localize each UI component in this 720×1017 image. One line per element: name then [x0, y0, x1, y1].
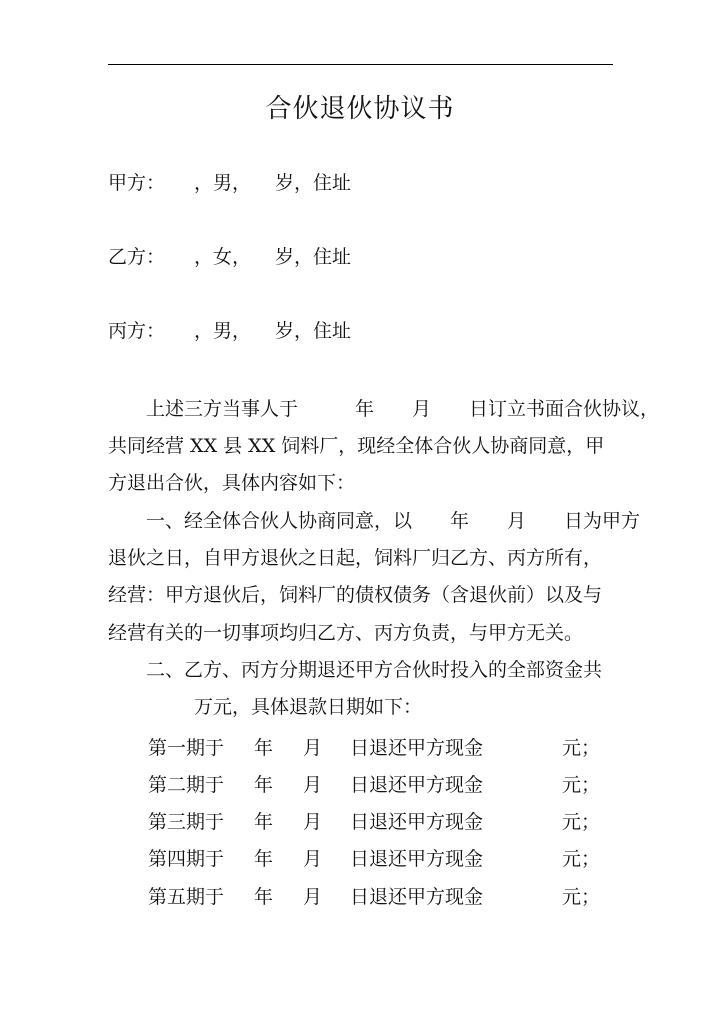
intro-paragraph	[108, 391, 660, 503]
schedule-unit: 元；	[562, 811, 601, 833]
schedule-month: 月	[303, 848, 323, 870]
paragraph-line: 方退出合伙，具体内容如下：	[108, 472, 356, 495]
clause-1-paragraph	[108, 503, 641, 652]
paragraph-line: 经营：甲方退伙后，饲料厂的债权债务（含退伙前）以及与	[108, 584, 603, 607]
paragraph-line: 一、经全体合伙人协商同意，以 年 月 日为甲方	[146, 510, 641, 532]
party-label: 甲方：	[108, 172, 166, 194]
party-age-address: 岁，住址	[275, 172, 352, 194]
schedule-year: 年	[254, 811, 274, 833]
schedule-text: 日退还甲方现金	[350, 848, 484, 870]
schedule-month: 月	[303, 737, 323, 759]
schedule-unit: 元；	[562, 774, 601, 796]
paragraph-line: 二、乙方、丙方分期退还甲方合伙时投入的全部资金共	[146, 659, 603, 681]
party-label: 丙方：	[108, 320, 166, 342]
schedule-text: 日退还甲方现金	[350, 774, 484, 796]
party-age-address: 岁，住址	[275, 320, 352, 342]
paragraph-line: 共同经营 XX 县 XX 饲料厂，现经全体合伙人协商同意，甲	[108, 435, 605, 458]
schedule-month: 月	[303, 886, 323, 908]
schedule-unit: 元；	[562, 737, 601, 759]
paragraph-line: 经营有关的一切事项均归乙方、丙方负责，与甲方无关。	[108, 621, 584, 644]
schedule-month: 月	[303, 774, 323, 796]
schedule-text: 日退还甲方现金	[350, 886, 484, 908]
schedule-period: 第四期于	[148, 848, 225, 870]
schedule-year: 年	[254, 848, 274, 870]
schedule-year: 年	[254, 886, 274, 908]
paragraph-line: 万元，具体退款日期如下：	[194, 696, 423, 719]
party-label: 乙方：	[108, 246, 166, 268]
paragraph-line: 退伙之日，自甲方退伙之日起，饲料厂归乙方、丙方所有，	[108, 547, 603, 570]
schedule-text: 日退还甲方现金	[350, 811, 484, 833]
page-title: 合伙退伙协议书	[265, 94, 455, 124]
schedule-period: 第五期于	[148, 886, 225, 908]
schedule-unit: 元；	[562, 886, 601, 908]
party-gender: ，女，	[194, 246, 252, 268]
schedule-text: 日退还甲方现金	[350, 737, 484, 759]
schedule-month: 月	[303, 811, 323, 833]
header-rule	[108, 64, 613, 65]
schedule-year: 年	[254, 737, 274, 759]
party-age-address: 岁，住址	[275, 246, 352, 268]
schedule-period: 第三期于	[148, 811, 225, 833]
clause-2-paragraph	[108, 652, 613, 726]
schedule-unit: 元；	[562, 848, 601, 870]
paragraph-line: 上述三方当事人于 年 月 日订立书面合伙协议，	[146, 398, 660, 420]
party-gender: ，男，	[194, 320, 252, 342]
schedule-period: 第二期于	[148, 774, 225, 796]
party-gender: ，男，	[194, 172, 252, 194]
schedule-period: 第一期于	[148, 737, 225, 759]
schedule-year: 年	[254, 774, 274, 796]
